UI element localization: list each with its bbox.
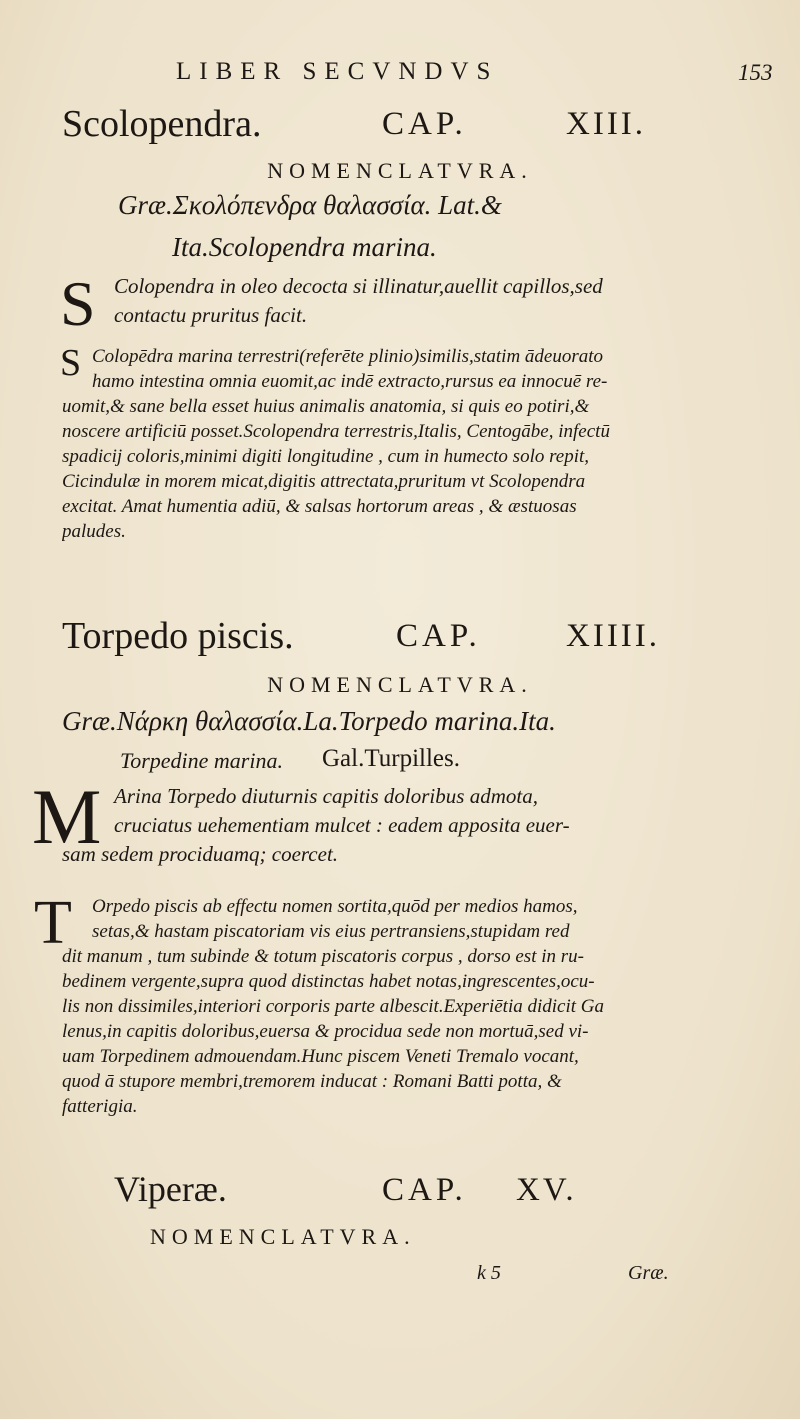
text-line: excitat. Amat humentia adiū, & salsas hortorum areas , & æstuosas — [62, 496, 577, 517]
chapter-cap-label: CAP. — [382, 1172, 467, 1208]
synonym-line: Græ.Σκολόπενδρα θαλασσία. Lat.& — [118, 190, 502, 220]
text-line: cruciatus uehementiam mulcet : eadem apposita euer- — [114, 813, 570, 837]
nomenclatura-heading: NOMENCLATVRA. — [267, 672, 533, 697]
text-line: lis non dissimiles,interiori corporis parte albescit.Experiētia didicit Ga — [62, 996, 604, 1017]
text-line: hamo intestina omnia euomit,ac indē extracto,rursus ea innocuē re- — [92, 371, 608, 392]
catchword: Græ. — [628, 1262, 669, 1284]
drop-cap: S — [60, 342, 82, 384]
text-line: Orpedo piscis ab effectu nomen sortita,quōd per medios hamos, — [92, 896, 578, 917]
text-line: noscere artificiū posset.Scolopendra terrestris,Italis, Centogābe, infectū — [62, 421, 610, 442]
running-head-title: LIBER SECVNDVS — [176, 58, 499, 85]
text-line: uam Torpedinem admouendam.Hunc piscem Veneti Tremalo vocant, — [62, 1046, 579, 1067]
synonym-line: Gal.Turpilles. — [322, 745, 460, 772]
text-line: lenus,in capitis doloribus,euersa & procidua sede non mortuā,sed vi- — [62, 1021, 589, 1042]
drop-cap: M — [32, 773, 102, 860]
nomenclatura-heading: NOMENCLATVRA. — [267, 158, 533, 183]
chapter-cap-label: CAP. — [396, 618, 481, 654]
chapter-number: XIII. — [566, 106, 647, 142]
synonym-line: Ita.Scolopendra marina. — [172, 232, 437, 262]
text-line: bedinem vergente,supra quod distinctas habet notas,ingrescentes,ocu- — [62, 971, 595, 992]
text-line: contactu pruritus facit. — [114, 303, 308, 327]
signature-mark: k 5 — [477, 1262, 501, 1284]
drop-cap: S — [60, 268, 96, 339]
text-line: spadicij coloris,minimi digiti longitudine , cum in humecto solo repit, — [62, 446, 590, 467]
text-line: fatterigia. — [62, 1096, 138, 1117]
drop-cap: T — [34, 889, 72, 957]
catchline — [0, 1262, 800, 1292]
text-line: Arina Torpedo diuturnis capitis doloribus admota, — [114, 784, 538, 808]
text-line: uomit,& sane bella esset huius animalis anatomia, si quis eo potiri,& — [62, 396, 590, 417]
chapter-title: Scolopendra. — [62, 103, 262, 145]
chapter-title: Torpedo piscis. — [62, 615, 294, 657]
text-line: setas,& hastam piscatoriam vis eius pertransiens,stupidam red — [92, 921, 570, 942]
text-line: Cicindulæ in morem micat,digitis attrectata,pruritum vt Scolopendra — [62, 471, 586, 492]
description-paragraph — [34, 889, 742, 1119]
chapter-number: XV. — [516, 1172, 577, 1208]
synonym-line: Græ.Νάρκη θαλασσία.La.Torpedo marina.Ita. — [62, 706, 556, 736]
page-number: 153 — [738, 60, 773, 85]
text-line: paludes. — [62, 521, 126, 542]
chapter-heading-scolopendra — [0, 102, 800, 152]
chapter-number: XIIII. — [566, 618, 661, 654]
text-line: dit manum , tum subinde & totum piscatoris corpus , dorso est in ru- — [62, 946, 584, 967]
running-head — [0, 58, 800, 88]
remedy-paragraph — [32, 773, 742, 869]
chapter-heading-torpedo — [0, 614, 800, 664]
chapter-heading-viperae — [0, 1168, 800, 1218]
chapter-cap-label: CAP. — [382, 106, 467, 142]
text-line: sam sedem prociduamq; coercet. — [62, 842, 339, 866]
description-paragraph — [62, 344, 742, 544]
remedy-paragraph — [60, 268, 742, 339]
text-line: Colopendra in oleo decocta si illinatur,auellit capillos,sed — [114, 274, 603, 298]
text-line: quod ā stupore membri,tremorem inducat : Romani Batti potta, & — [62, 1071, 562, 1092]
synonym-line: Torpedine marina. — [120, 748, 283, 773]
nomenclatura-heading: NOMENCLATVRA. — [150, 1224, 416, 1249]
chapter-title: Viperæ. — [114, 1169, 227, 1209]
text-line: Colopēdra marina terrestri(referēte plinio)similis,statim ādeuorato — [92, 346, 604, 367]
